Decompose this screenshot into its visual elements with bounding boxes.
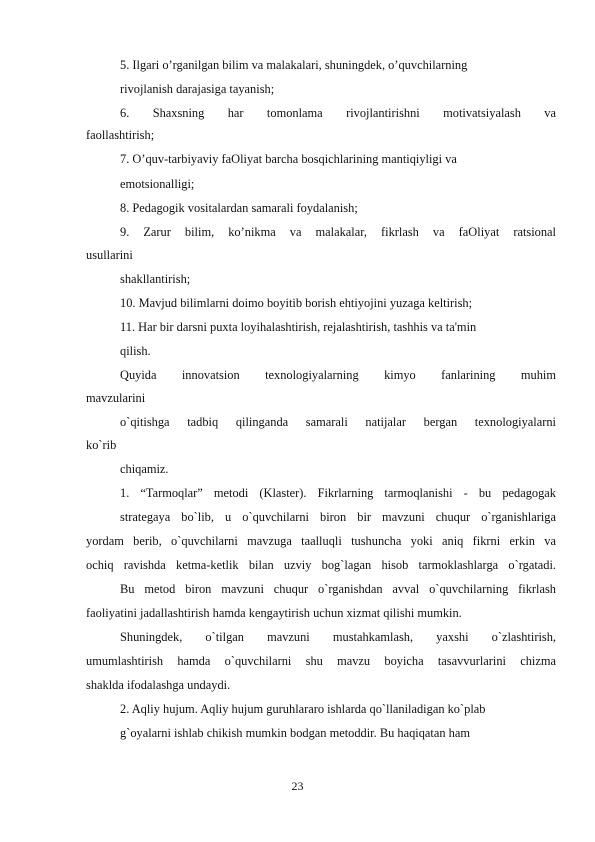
text-line: 2. Aqliy hujum. Aqliy hujum guruhlararo ishlarda qo`llaniladigan ko`plab [120,702,486,716]
text-line: 8. Pedagogik vositalardan samarali foydalanish; [120,201,358,215]
text-line: faollashtirish; [86,128,155,142]
text-line: qilish. [120,344,151,358]
text-line: 10. Mavjud bilimlarni doimo boyitib borish ehtiyojini yuzaga keltirish; [120,296,473,310]
text-line: Shuningdek, o`tilgan mavzuni mustahkamlash, yaxshi o`zlashtirish, [120,630,556,644]
text-line: mavzularini [86,391,146,405]
text-line: usullarini [86,248,133,262]
text-line: ochiq ravishda ketma-ketlik bilan uzviy bog`lagan hisob tarmoklashlarga o`rgatadi. [86,558,556,572]
text-line: shaklda ifodalashga undaydi. [86,678,231,692]
text-line: ko`rib [86,438,117,452]
text-line: 5. Ilgari o’rganilgan bilim va malakalari, shuningdek, o’quvchilarning [120,58,468,72]
page-number: 23 [291,779,304,793]
text-line: strategaya bo`lib, u o`quvchilarni biron bir mavzuni chuqur o`rganishlariga [120,510,556,524]
text-line: shakllantirish; [120,272,191,286]
text-line: 1. “Tarmoqlar” metodi (Klaster). Fikrlarning tarmoqlanishi - bu pedagogak [120,486,556,500]
text-line: chiqamiz. [120,462,169,476]
text-line: 6. Shaxsning har tomonlama rivojlantirishni motivatsiyalash va [120,106,556,120]
text-line: Quyida innovatsion texnologiyalarning kimyo fanlarining muhim [120,368,556,382]
text-line: yordam berib, o`quvchilarni mavzuga taalluqli tushuncha yoki aniq fikrni erkin va [86,534,556,548]
text-line: rivojlanish darajasiga tayanish; [120,82,275,96]
text-line: faoliyatini jadallashtirish hamda kengaytirish uchun xizmat qilishi mumkin. [86,606,462,620]
text-line: 11. Har bir darsni puxta loyihalashtirish, rejalashtirish, tashhis va ta'min [120,320,477,334]
text-line: umumlashtirish hamda o`quvchilarni shu mavzu boyicha tasavvurlarini chizma [86,654,556,668]
text-line: 9. Zarur bilim, ko’nikma va malakalar, fikrlash va faOliyat ratsional [120,225,556,239]
text-line: emotsionalligi; [120,177,195,191]
text-line: g`oyalarni ishlab chikish mumkin bodgan metoddir. Bu haqiqatan ham [120,726,470,740]
text-line: o`qitishga tadbiq qilinganda samarali natijalar bergan texnologiyalarni [120,415,556,429]
text-line: Bu metod biron mavzuni chuqur o`rganishdan avval o`quvchilarning fikrlash [120,582,556,596]
text-line: 7. O’quv-tarbiyaviy faOliyat barcha bosqichlarining mantiqiyligi va [120,152,457,166]
